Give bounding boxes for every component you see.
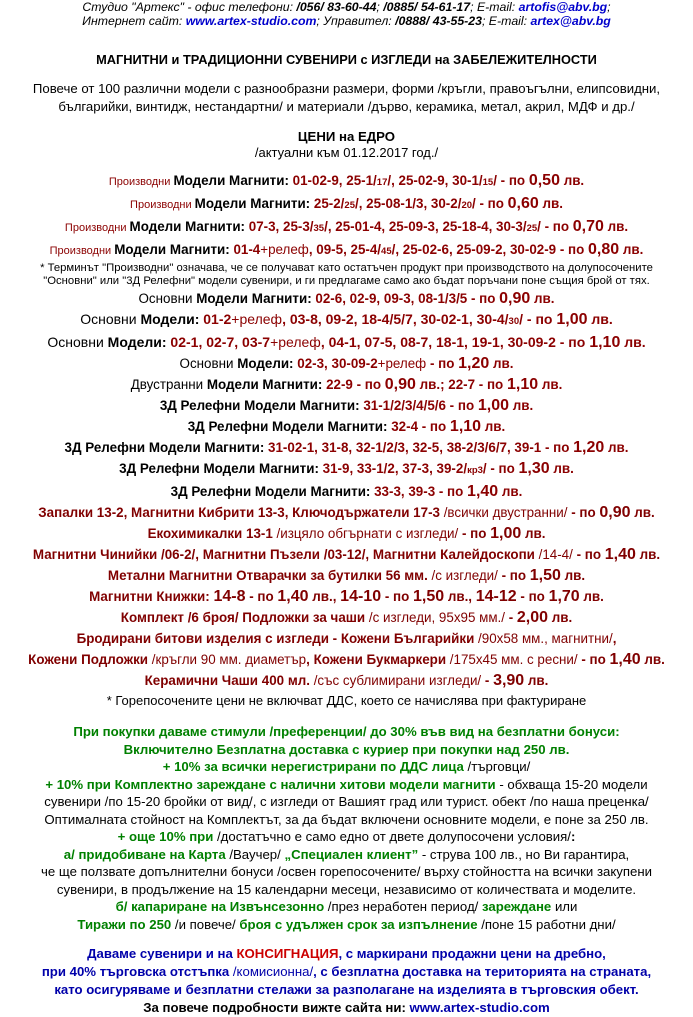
- model-codes: 01-02-9, 25-1/: [288, 173, 377, 188]
- office-phones-label: Студио "Артекс" - офис телефони:: [82, 0, 297, 14]
- model-codes: 31-9, 33-1/2, 37-3, 39-2/: [318, 461, 468, 476]
- product-name: Екохимикалки 13-1: [147, 526, 277, 541]
- bonus-line: [0, 916, 693, 934]
- price-sep: -: [481, 673, 494, 688]
- contact-header: [0, 0, 693, 28]
- price-line: [0, 309, 693, 332]
- vat-note: * Горепосочените цени не включват ДДС, което се начислява при фактуриране: [106, 693, 587, 708]
- product-note: /всички двустранни/: [443, 505, 568, 520]
- contact-line-2: [0, 14, 693, 28]
- model-code-sub: 15: [482, 177, 494, 188]
- office-phone-1: /056/ 83-60-44: [296, 0, 377, 14]
- model-code: 14-8: [213, 588, 246, 605]
- price-value: 1,40: [277, 588, 309, 605]
- product-line: [0, 502, 693, 523]
- price-list: [0, 170, 693, 710]
- price-line-label: Модели Магнити:: [206, 377, 323, 392]
- currency: лв.: [630, 505, 655, 520]
- product-note: /с изгледи/: [431, 568, 498, 583]
- price-line: [0, 481, 693, 502]
- price-value: 1,10: [589, 334, 621, 351]
- currency: лв.: [489, 356, 514, 371]
- prices-heading: ЦЕНИ на ЕДРО: [297, 129, 396, 144]
- price-value: 0,60: [507, 195, 539, 212]
- model-codes: 02-1, 02-7, 03-7: [166, 334, 271, 350]
- price-line: [0, 458, 693, 481]
- bonus-text: сувенири /по 15-20 бройки от вид/, с изгледи от Вашият град или турист. обект /по наша преценка/: [44, 794, 649, 809]
- consignment-line: [0, 981, 693, 999]
- currency: лв.: [619, 242, 644, 257]
- model-codes: / - по: [519, 311, 557, 327]
- model-code: 14-12: [475, 588, 517, 605]
- price-value: 1,40: [467, 483, 499, 500]
- bonus-text: сувенири, в продължение на 15 календарни месеци, независимо от количествата и моделите.: [56, 881, 637, 897]
- model-codes: /, 25-02-6, 25-09-2, 30-02-9 - по: [391, 242, 589, 257]
- model-codes: / - по: [493, 173, 529, 188]
- currency: лв.,: [444, 589, 476, 604]
- price-value: 1,50: [412, 588, 445, 605]
- intro-text: [0, 80, 693, 116]
- product-note: /175x45 мм. с ресни/: [449, 652, 578, 667]
- product-name: , Кожени Букмаркери: [306, 652, 450, 667]
- product-note: /90x58 мм., магнитни/: [478, 631, 613, 646]
- price-line-prefix: Основни: [179, 356, 238, 371]
- price-line-label: 3Д Релефни Модели Магнити:: [187, 419, 388, 434]
- product-line: [0, 628, 693, 649]
- price-line: [0, 395, 693, 416]
- price-line: [0, 216, 693, 239]
- bonus-line: [0, 828, 693, 846]
- price-line: [0, 437, 693, 458]
- bonus-line: [0, 741, 693, 759]
- model-codes: - по: [426, 356, 459, 371]
- bonus-heading: При покупки даваме стимули /преференции/ до 30% във вид на безплатни бонуси:: [73, 724, 620, 739]
- price-line-label: Модели:: [140, 311, 200, 327]
- model-codes: , 09-5, 25-4/: [308, 242, 382, 257]
- price-line-label: 3Д Релефни Модели Магнити:: [119, 461, 319, 476]
- price-value: 1,50: [529, 567, 561, 584]
- derivative-note: [4, 262, 689, 288]
- price-line-prefix: Основни: [138, 291, 197, 306]
- product-name: Комплект /6 броя/ Подложки за чаши: [120, 610, 369, 625]
- bonus-set: + 10% при Комплектно зареждане с налични хитови модели магнити: [45, 776, 496, 792]
- currency: лв.: [640, 652, 665, 667]
- consignment-section: [0, 945, 693, 1017]
- price-value: 0,90: [599, 504, 631, 521]
- consignment-text: като осигуряваме и безплатни стелажи за разполагане на изделията в търговския обект.: [54, 982, 639, 997]
- product-name: Запалки 13-2, Магнитни Кибрити 13-3, Ключодържатели 17-3: [38, 505, 444, 520]
- price-sep: -: [505, 610, 517, 625]
- model-codes: 01-4: [229, 242, 261, 257]
- model-codes: , 04-1, 07-5, 08-7, 18-1, 19-1, 30-09-2 - по: [320, 334, 590, 350]
- product-name: Магнитни Чинийки /06-2/, Магнитни Пъзели /03-12/, Магнитни Калейдоскопи: [32, 547, 539, 562]
- price-line-label: Модели:: [237, 356, 294, 371]
- currency: лв.: [603, 219, 629, 234]
- page-title: МАГНИТНИ и ТРАДИЦИОННИ СУВЕНИРИ с ИЗГЛЕДИ на ЗАБЕЛЕЖИТЕЛНОСТИ: [96, 52, 597, 67]
- currency: лв.: [635, 547, 661, 562]
- consignment-line: [0, 999, 693, 1017]
- price-sep: - по: [458, 526, 491, 541]
- currency: лв.: [579, 589, 604, 604]
- price-line-label: Модели Магнити:: [129, 219, 246, 234]
- bonus-text: Оптималната стойност на Комплектът, за да бъдат включени основните модели, е поне за 250 лв.: [44, 811, 649, 827]
- price-line-prefix: Основни: [47, 334, 108, 350]
- model-codes: 31-02-1, 31-8, 32-1/2/3, 32-5, 38-2/3/6/7, 39-1 - по: [264, 440, 574, 455]
- bonus-offseason: б/ капариране на Извънсезонно: [115, 899, 325, 914]
- consignment-text: , с маркирани продажни цени на дребно,: [338, 946, 606, 961]
- price-line: [0, 170, 693, 193]
- relief-note: +релеф: [270, 334, 321, 350]
- consignment-line: [0, 963, 693, 981]
- price-line-prefix: Производни: [49, 245, 115, 257]
- bonus-runs-note: /и повече/: [171, 916, 240, 932]
- relief-note: +релеф: [377, 356, 427, 371]
- price-value: 2,00: [516, 609, 549, 626]
- price-line-prefix: Производни: [64, 222, 130, 234]
- model-codes: 02-6, 02-9, 09-3, 08-1/3/5 - по: [311, 291, 500, 306]
- product-note: /изцяло обгърнати с изгледи/: [276, 526, 459, 541]
- website-link[interactable]: www.artex-studio.com: [409, 1000, 550, 1015]
- bonus-delivery: Включително Безплатна доставка с куриер при покупки над 250 лв.: [123, 741, 570, 757]
- intro-line-1: Повече от 100 различни модели с разнообразни размери, форми /кръгли, правоъгълни, елипсовидни,: [32, 81, 661, 96]
- price-value: 0,80: [588, 241, 620, 258]
- bonus-line: [0, 898, 693, 916]
- model-codes: 32-4 - по: [387, 419, 450, 434]
- consignment-text: Даваме сувенири и на: [87, 946, 237, 961]
- model-codes: лв.; 22-7 - по: [415, 377, 507, 392]
- product-line: [0, 586, 693, 607]
- price-line-label: Модели:: [107, 334, 167, 350]
- separator: ;: [607, 0, 611, 14]
- currency: лв.: [481, 419, 506, 434]
- currency: лв.: [524, 673, 549, 688]
- price-line-prefix: Производни: [130, 199, 195, 211]
- price-line-label: 3Д Релефни Модели Магнити:: [64, 440, 265, 455]
- price-sep: - по: [497, 568, 530, 583]
- product-line: [0, 565, 693, 586]
- product-note: /с изгледи, 95x95 мм./: [368, 610, 505, 625]
- currency: лв.: [521, 526, 546, 541]
- model-codes: 22-9 - по: [322, 377, 385, 392]
- price-sep: - по: [577, 652, 610, 667]
- model-code-sub: 45: [381, 246, 392, 257]
- model-codes: /, 25-02-9, 30-1/: [387, 173, 483, 188]
- price-value: 1,20: [573, 439, 605, 456]
- bonus-extra-note: /достатъчно е само едно от двете долупосочени условия/: [213, 829, 571, 844]
- prices-date: /актуални към 01.12.2017 год./: [254, 145, 439, 160]
- price-line-label: Модели Магнити:: [196, 291, 312, 306]
- price-line: [0, 288, 693, 309]
- bonus-line: [0, 758, 693, 776]
- bonus-offseason-note: /през неработен период/: [324, 899, 482, 914]
- price-value: 1,00: [477, 397, 509, 414]
- manager-phone: /0888/ 43-55-23: [395, 14, 482, 28]
- bonus-card-note: /Ваучер/: [225, 846, 285, 862]
- bonus-vat: + 10% за всички нерегистрирани по ДДС лица: [162, 759, 464, 774]
- bonus-line: [0, 846, 693, 864]
- currency: лв.: [538, 377, 563, 392]
- product-note: /кръгли 90 мм. диаметър: [151, 652, 307, 667]
- consignment-keyword: КОНСИГНАЦИЯ: [236, 946, 339, 961]
- price-line-label: Модели Магнити:: [194, 196, 311, 211]
- price-value: 1,10: [449, 418, 482, 435]
- price-line: [0, 239, 693, 262]
- product-name: Магнитни Книжки:: [89, 589, 214, 604]
- price-sep: - по: [572, 547, 605, 562]
- bonus-card-price: - струва 100 лв., но Ви гарантира,: [418, 846, 630, 862]
- currency: лв.: [538, 196, 563, 211]
- relief-note: +релеф: [260, 242, 309, 257]
- bonus-section: [0, 723, 693, 933]
- website-link[interactable]: www.artex-studio.com: [185, 14, 317, 28]
- bonus-line: [0, 776, 693, 794]
- product-note: /14-4/: [538, 547, 573, 562]
- currency: лв.: [548, 610, 573, 625]
- special-client: „Специален клиент”: [284, 846, 419, 862]
- price-sep: - по: [516, 589, 549, 604]
- product-line: [0, 544, 693, 565]
- consignment-text: , с безплатна доставка на територията на страната,: [313, 964, 652, 979]
- bonus-loading: зареждане: [481, 899, 552, 914]
- manager-label: ; Управител:: [316, 14, 396, 28]
- product-name: Кожени Подложки: [28, 652, 152, 667]
- colon: :: [570, 829, 576, 844]
- product-line: [0, 523, 693, 544]
- price-value: 0,90: [384, 376, 416, 393]
- office-phone-2: /0885/ 54-61-17: [383, 0, 471, 14]
- price-value: 1,20: [458, 355, 490, 372]
- currency: лв.: [549, 461, 574, 476]
- currency: лв.: [620, 334, 646, 350]
- price-value: 1,40: [604, 546, 636, 563]
- model-codes: 02-3, 30-09-2: [293, 356, 378, 371]
- price-value: 3,90: [493, 672, 525, 689]
- price-line: [0, 353, 693, 374]
- model-codes: , 03-8, 09-2, 18-4/5/7, 30-02-1, 30-4/: [282, 311, 509, 327]
- bonus-runs: Тиражи по 250: [77, 916, 172, 932]
- product-note: /със сублимирани изгледи/: [313, 673, 482, 688]
- price-line: [0, 193, 693, 216]
- product-name: Керамични Чаши 400 мл.: [144, 673, 314, 688]
- price-line: [0, 416, 693, 437]
- conjunction: или: [551, 899, 578, 914]
- model-code: 14-10: [340, 588, 382, 605]
- model-code-sub: 25: [344, 200, 355, 211]
- manager-email-link[interactable]: artex@abv.bg: [530, 14, 611, 28]
- price-line-prefix: Производни: [108, 176, 174, 188]
- currency: лв.: [498, 484, 523, 499]
- price-sep: - по: [245, 589, 278, 604]
- product-name: Метални Магнитни Отварачки за бутилки 56 мм.: [107, 568, 432, 583]
- price-value: 1,70: [548, 588, 580, 605]
- price-line-prefix: Основни: [80, 311, 141, 327]
- note-line-2: "Основни" или "3Д Релефни" модели сувенири, и ги предлагаме само ако бъдат поръчани поне същия брой от тях.: [43, 275, 650, 287]
- model-codes: 31-1/2/3/4/5/6 - по: [359, 398, 478, 413]
- currency: лв.: [560, 568, 586, 583]
- price-value: 1,30: [518, 460, 550, 477]
- price-value: 0,90: [499, 290, 531, 307]
- bonus-text: че ще ползвате допълнителни бонуси /освен горепосочените/ върху стойността на всички закупени: [41, 864, 652, 879]
- model-codes: / - по: [472, 196, 508, 211]
- office-email-link[interactable]: artofis@abv.bg: [518, 0, 608, 14]
- website-label: Интернет сайт:: [82, 14, 186, 28]
- model-code-sub: 35: [313, 223, 325, 234]
- price-line-label: Модели Магнити:: [173, 173, 289, 188]
- product-line: [0, 670, 693, 691]
- price-line-label: 3Д Релефни Модели Магнити:: [170, 484, 371, 499]
- price-value: 0,50: [528, 172, 560, 189]
- relief-note: +релеф: [231, 311, 283, 327]
- price-line-prefix: Двустранни: [130, 377, 207, 392]
- price-sep: - по: [381, 589, 413, 604]
- price-line-label: Модели Магнити:: [114, 242, 230, 257]
- product-name: Бродирани битови изделия с изгледи - Кожени Българийки: [76, 631, 479, 646]
- model-codes: / - по: [482, 461, 519, 476]
- bonus-set-note: - обхваща 15-20 модели: [495, 776, 648, 792]
- model-code-sub: 17: [376, 177, 388, 188]
- product-line: [0, 649, 693, 670]
- price-sep: - по: [567, 505, 600, 520]
- model-codes: / - по: [537, 219, 573, 234]
- bonus-vat-note: /търговци/: [463, 759, 531, 774]
- price-value: 1,00: [490, 525, 522, 542]
- product-line: [0, 607, 693, 628]
- note-line-1: * Терминът "Производни" означава, че се получават като остатъчен продукт при производството на долупосочените: [40, 262, 653, 274]
- bonus-card: а/ придобиване на Карта: [63, 846, 226, 862]
- currency: лв.: [530, 291, 555, 306]
- model-codes: 07-3, 25-3/: [245, 219, 314, 234]
- model-codes: /, 25-01-4, 25-09-3, 25-18-4, 30-3/: [324, 219, 527, 234]
- model-codes: 25-2/: [310, 196, 345, 211]
- intro-line-2: българийки, винтидж, нестандартни/ и материали /дърво, керамика, метал, акрил, МДФ и др./: [58, 99, 635, 114]
- model-codes: 33-3, 39-3 - по: [370, 484, 468, 499]
- model-code-sub: кр3: [467, 465, 483, 476]
- model-code-sub: 20: [461, 200, 473, 211]
- email-label: ; E-mail:: [470, 0, 519, 14]
- model-code-sub: 30: [508, 316, 520, 327]
- bonus-line: [0, 723, 693, 741]
- currency: лв.: [604, 440, 629, 455]
- price-value: 0,70: [572, 218, 604, 235]
- bonus-extended: броя с удължен срок за изпълнение: [239, 916, 478, 932]
- currency: лв.,: [308, 589, 341, 604]
- model-code-sub: 25: [526, 223, 538, 234]
- consignment-note: /комисионна/: [229, 964, 314, 979]
- price-value: 1,40: [609, 651, 641, 668]
- separator: ;: [376, 0, 384, 14]
- price-line: [0, 332, 693, 353]
- model-codes: /, 25-08-1/3, 30-2/: [354, 196, 462, 211]
- bonus-days-note: /поне 15 работни дни/: [477, 916, 616, 932]
- more-info-label: За повече подробности вижте сайта ни:: [143, 1000, 410, 1015]
- email-label: ; E-mail:: [481, 14, 531, 28]
- price-value: 1,10: [506, 376, 539, 393]
- model-codes: 01-2: [199, 311, 232, 327]
- price-sep: ,: [612, 631, 617, 646]
- currency: лв.: [559, 173, 585, 188]
- currency: лв.: [508, 398, 534, 413]
- consignment-line: [0, 945, 693, 963]
- price-value: 1,00: [556, 311, 588, 328]
- price-line: [0, 374, 693, 395]
- currency: лв.: [587, 311, 613, 327]
- price-line-label: 3Д Релефни Модели Магнити:: [159, 398, 360, 413]
- consignment-discount: при 40% търговска отстъпка: [41, 964, 230, 979]
- contact-line-1: [0, 0, 693, 14]
- bonus-extra: + още 10% при: [117, 829, 214, 844]
